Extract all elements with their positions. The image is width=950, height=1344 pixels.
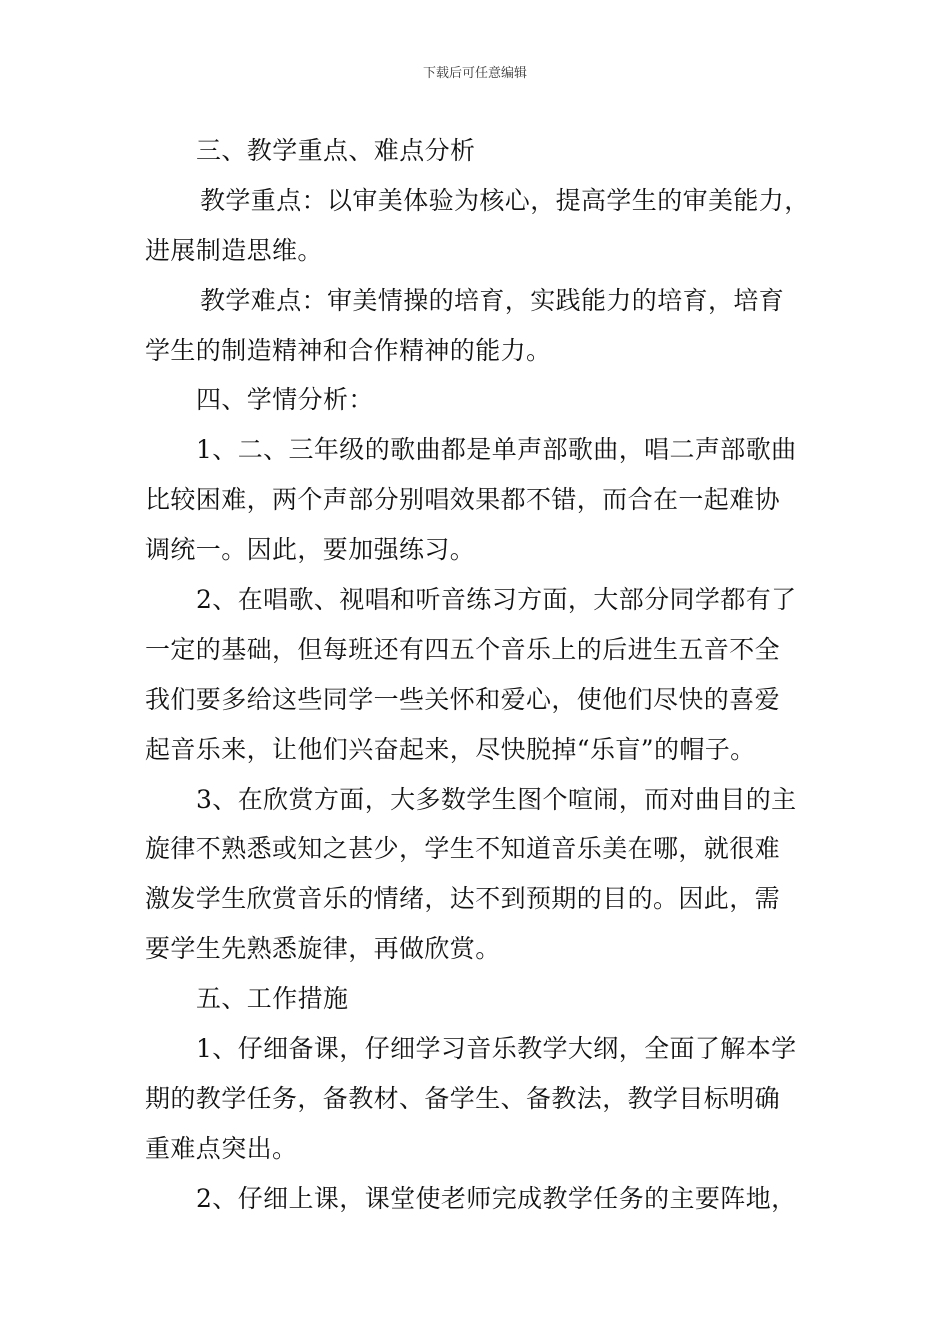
- page-header: 下载后可任意编辑: [422, 66, 527, 81]
- paragraph-line: 比较困难，两个声部分别唱效果都不错，而合在一起难协: [145, 485, 781, 515]
- paragraph-line: 教学难点：审美情操的培育，实践能力的培育，培育: [200, 285, 785, 315]
- section-heading-key-points: 三、教学重点、难点分析: [196, 136, 476, 165]
- paragraph-line: 期的教学任务，备教材、备学生、备教法，教学目标明确: [145, 1083, 781, 1113]
- paragraph-line: 3、在欣赏方面，大多数学生图个喧闹，而对曲目的主: [196, 784, 797, 814]
- paragraph-line: 2、仔细上课，课堂使老师完成教学任务的主要阵地，: [196, 1183, 797, 1213]
- paragraph-line: 调统一。因此，要加强练习。: [145, 535, 476, 565]
- section-heading-student-analysis: 四、学情分析：: [196, 385, 374, 415]
- paragraph-line: 我们要多给这些同学一些关怀和爱心，使他们尽快的喜爱: [145, 684, 781, 714]
- paragraph-line: 旋律不熟悉或知之甚少，学生不知道音乐美在哪，就很难: [145, 834, 781, 864]
- paragraph-line: 2、在唱歌、视唱和听音练习方面，大部分同学都有了: [196, 585, 797, 615]
- paragraph-line: 1、仔细备课，仔细学习音乐教学大纲，全面了解本学: [196, 1034, 797, 1064]
- paragraph-line: 激发学生欣赏音乐的情绪，达不到预期的目的。因此，需: [145, 884, 781, 914]
- paragraph-line: 进展制造思维。: [145, 235, 323, 265]
- document-body: [145, 126, 815, 1224]
- paragraph-line: 一定的基础，但每班还有四五个音乐上的后进生五音不全: [145, 634, 781, 664]
- paragraph-line: 重难点突出。: [145, 1133, 298, 1163]
- paragraph-line: 1、二、三年级的歌曲都是单声部歌曲，唱二声部歌曲: [196, 435, 797, 465]
- paragraph-line: 要学生先熟悉旋律，再做欣赏。: [145, 934, 501, 964]
- paragraph-line: 起音乐来，让他们兴奋起来，尽快脱掉“乐盲”的帽子。: [145, 734, 756, 764]
- paragraph-line: 教学重点：以审美体验为核心，提高学生的审美能力，: [200, 185, 810, 215]
- section-heading-work-measures: 五、工作措施: [196, 984, 349, 1014]
- paragraph-line: 学生的制造精神和合作精神的能力。: [145, 335, 552, 365]
